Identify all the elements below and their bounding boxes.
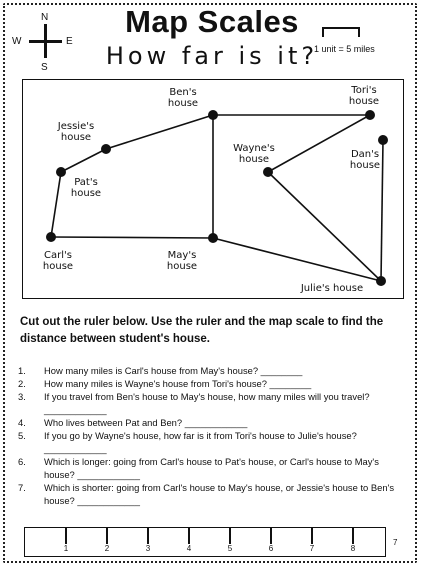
compass-south-label: S <box>41 62 48 73</box>
map-dot-may <box>208 233 218 243</box>
label-mays-house: May's house <box>166 250 198 272</box>
label-bens-house: Ben's house <box>167 87 199 109</box>
label-dans-house: Dan's house <box>349 149 381 171</box>
page-number: 7 <box>393 538 398 547</box>
ruler-mark: 4 <box>186 544 192 553</box>
question-item: 6. Which is longer: going from Carl's house to Pat's house, or Carl's house to May's house? ____________ <box>18 456 379 480</box>
label-carls-house: Carl's house <box>42 250 74 272</box>
label-pats-house: Pat's house <box>70 177 102 199</box>
page-subtitle: How far is it? <box>105 42 319 70</box>
question-item: 5. If you go by Wayne's house, how far is it from Tori's house to Julie's house? ____________ <box>18 430 357 454</box>
label-jessies-house: Jessie's house <box>57 121 95 143</box>
map-dot-carl <box>46 232 56 242</box>
scale-text: 1 unit = 5 miles <box>314 44 375 54</box>
page-title: Map Scales <box>125 4 299 39</box>
question-item: 7. Which is shorter: going from Carl's house to May's house, or Jessie's house to Ben's house? ____________ <box>18 482 395 506</box>
cutout-ruler <box>24 527 386 557</box>
label-julies-house: Julie's house <box>300 283 364 294</box>
question-item: 3. If you travel from Ben's house to May's house, how many miles will you travel? ____________ <box>18 391 370 415</box>
map-dot-wayne <box>263 167 273 177</box>
compass-west-label: W <box>12 36 22 47</box>
compass-east-label: E <box>66 36 73 47</box>
instructions-text: Cut out the ruler below. Use the ruler and the map scale to find the distance between student's house. <box>20 316 384 345</box>
label-toris-house: Tori's house <box>348 85 380 107</box>
ruler-mark: 8 <box>350 544 356 553</box>
map-dot-ben <box>208 110 218 120</box>
question-item: 2. How many miles is Wayne's house from Tori's house? ________ <box>18 378 312 389</box>
ruler-mark: 3 <box>145 544 151 553</box>
map-dot-tori <box>365 110 375 120</box>
ruler-mark: 7 <box>309 544 315 553</box>
map-dot-julie <box>376 276 386 286</box>
ruler-mark: 6 <box>268 544 274 553</box>
map-dot-jessie <box>101 144 111 154</box>
map-dot-dan <box>378 135 388 145</box>
ruler-mark: 2 <box>104 544 110 553</box>
question-item: 4. Who lives between Pat and Ben? ____________ <box>18 417 248 428</box>
map-dot-pat <box>56 167 66 177</box>
ruler-mark: 1 <box>63 544 69 553</box>
label-waynes-house: Wayne's house <box>233 143 275 165</box>
ruler-mark: 5 <box>227 544 233 553</box>
compass-north-label: N <box>41 12 49 23</box>
question-item: 1. How many miles is Carl's house from May's house? ________ <box>18 365 303 376</box>
question-list <box>18 364 408 507</box>
